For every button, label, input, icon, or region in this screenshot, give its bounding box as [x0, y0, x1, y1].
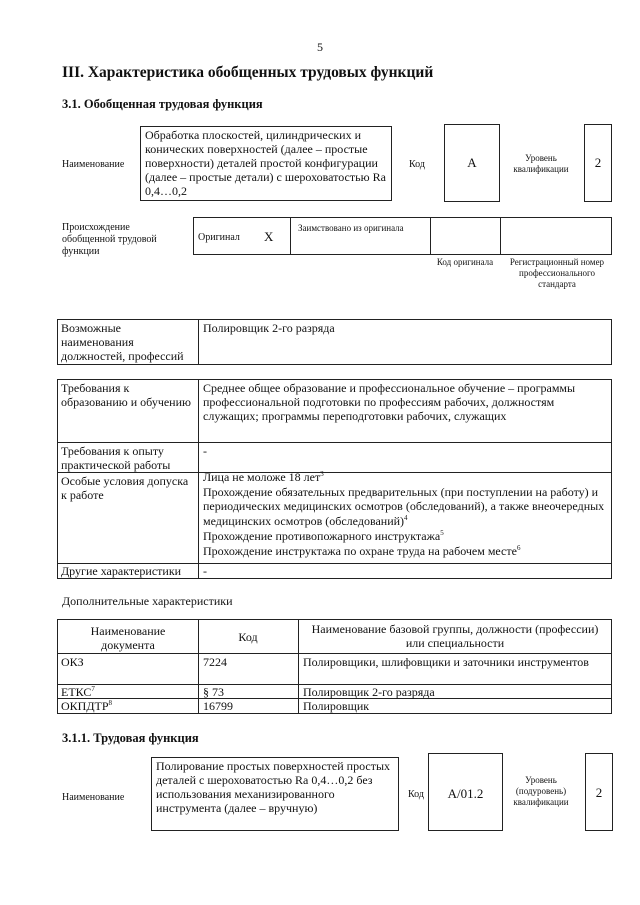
gtf-level-label: Уровень квалификации	[513, 153, 569, 174]
row-code: 7224	[203, 655, 227, 669]
row-code: § 73	[203, 685, 224, 699]
header-code: Код	[238, 630, 258, 644]
row-name: Полировщики, шлифовщики и заточники инструментов	[303, 655, 589, 669]
gtf-code-label: Код	[409, 159, 425, 170]
other-value: -	[203, 564, 207, 578]
origin-original-label: Оригинал	[198, 232, 240, 243]
education-value: Среднее общее образование и профессиональное обучение – программы профессиональной подготовки по профессиям рабочих, должностям служащих; программы переподготовки рабочих, служащих	[203, 381, 576, 423]
reg-number-label: Регистрационный номер профессионального стандарта	[509, 257, 605, 289]
tf-level-value: 2	[595, 785, 603, 800]
row-name: Полировщик 2-го разряда	[303, 685, 435, 699]
row-name: Полировщик	[303, 699, 370, 713]
origin-original-mark: X	[264, 229, 274, 244]
tf-name-label: Наименование	[62, 792, 125, 803]
positions-value: Полировщик 2-го разряда	[203, 321, 335, 335]
conditions-list	[203, 470, 608, 558]
tf-code-value: А/01.2	[447, 786, 484, 801]
positions-label: Возможные наименования должностей, профессий	[61, 321, 184, 363]
condition-item: Лица не моложе 18 лет$^3$	[203, 470, 324, 484]
row-doc: ОКПДТР$^8$	[61, 699, 113, 713]
education-label: Требования к образованию и обучению	[61, 381, 191, 409]
origin-label: Происхождение обобщенной трудовой функции	[62, 222, 157, 257]
tf-title: 3.1.1. Трудовая функция	[62, 731, 199, 745]
gtf-name-value: Обработка плоскостей, цилиндрических и конических поверхностей (далее – простые поверхности) деталей простой конфигурации (далее – простые детали) с шероховатостью Ra 0,4…0,2	[145, 128, 386, 198]
subsection-title: 3.1. Обобщенная трудовая функция	[62, 97, 263, 111]
additional-title: Дополнительные характеристики	[62, 594, 233, 608]
condition-item: Прохождение инструктажа по охране труда на рабочем месте$^6$	[203, 543, 521, 558]
tf-code-label: Код	[408, 789, 424, 800]
row-code: 16799	[203, 699, 233, 713]
experience-value: -	[203, 444, 207, 458]
page-number: 5	[317, 40, 323, 54]
gtf-level-value: 2	[594, 155, 602, 170]
header-doc: Наименование документа	[90, 624, 166, 652]
condition-item: Прохождение обязательных предварительных (при поступлении на работу) и периодических медицинских осмотров (обследований), а также внеочередных медицинских осмотров (обследований)$^4$	[203, 484, 605, 529]
gtf-name-label: Наименование	[62, 159, 125, 170]
tf-name-value: Полирование простых поверхностей простых деталей с шероховатостью Ra 0,4…0,2 без использования механизированного инструмента (далее – вручную)	[156, 759, 391, 815]
row-doc: ОКЗ	[61, 655, 84, 669]
gtf-code-value: А	[467, 155, 477, 170]
other-label: Другие характеристики	[61, 564, 182, 578]
origin-borrowed-label: Заимствовано из оригинала	[298, 223, 404, 233]
code-original-label: Код оригинала	[436, 257, 494, 267]
conditions-label: Особые условия допуска к работе	[61, 474, 189, 502]
section-title: III. Характеристика обобщенных трудовых функций	[62, 64, 434, 81]
tf-level-label: Уровень (подуровень) квалификации	[513, 775, 569, 807]
row-doc: ЕТКС$^7$	[61, 685, 95, 699]
condition-item: Прохождение противопожарного инструктажа$^5$	[203, 528, 444, 543]
experience-label: Требования к опыту практической работы	[61, 444, 171, 472]
header-name: Наименование базовой группы, должности (профессии) или специальности	[311, 622, 599, 650]
